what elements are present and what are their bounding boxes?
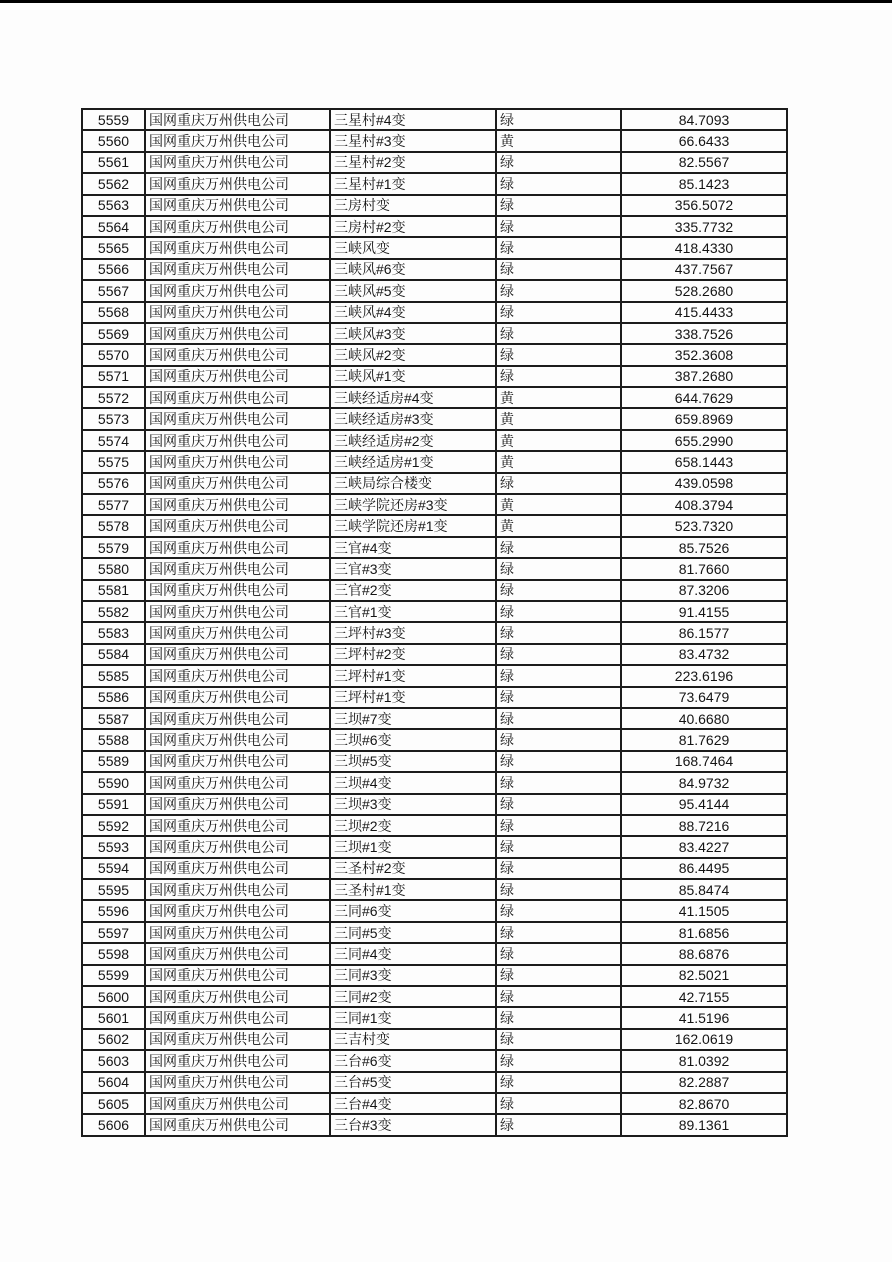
cell-row-id: 5583 bbox=[82, 622, 145, 643]
cell-status-color: 绿 bbox=[496, 1093, 621, 1114]
cell-row-id: 5581 bbox=[82, 580, 145, 601]
cell-status-color: 绿 bbox=[496, 173, 621, 194]
cell-company-name: 国网重庆万州供电公司 bbox=[145, 366, 330, 387]
cell-station-name: 三坝#7变 bbox=[330, 708, 496, 729]
cell-station-name: 三峡学院还房#3变 bbox=[330, 494, 496, 515]
cell-row-id: 5579 bbox=[82, 537, 145, 558]
cell-row-id: 5580 bbox=[82, 558, 145, 579]
cell-station-name: 三台#6变 bbox=[330, 1050, 496, 1071]
cell-company-name: 国网重庆万州供电公司 bbox=[145, 302, 330, 323]
cell-row-id: 5572 bbox=[82, 387, 145, 408]
cell-numeric-value: 81.7629 bbox=[621, 729, 787, 750]
table-row bbox=[82, 1093, 787, 1114]
table-row bbox=[82, 237, 787, 258]
cell-station-name: 三星村#3变 bbox=[330, 130, 496, 151]
cell-company-name: 国网重庆万州供电公司 bbox=[145, 858, 330, 879]
cell-station-name: 三圣村#2变 bbox=[330, 858, 496, 879]
cell-status-color: 黄 bbox=[496, 430, 621, 451]
cell-numeric-value: 95.4144 bbox=[621, 794, 787, 815]
cell-station-name: 三峡风#6变 bbox=[330, 259, 496, 280]
cell-station-name: 三峡经适房#2变 bbox=[330, 430, 496, 451]
cell-status-color: 绿 bbox=[496, 580, 621, 601]
cell-status-color: 绿 bbox=[496, 558, 621, 579]
cell-company-name: 国网重庆万州供电公司 bbox=[145, 1093, 330, 1114]
cell-row-id: 5568 bbox=[82, 302, 145, 323]
cell-station-name: 三峡风变 bbox=[330, 237, 496, 258]
cell-status-color: 绿 bbox=[496, 943, 621, 964]
table-row bbox=[82, 344, 787, 365]
table-row bbox=[82, 494, 787, 515]
cell-row-id: 5559 bbox=[82, 109, 145, 130]
cell-station-name: 三峡学院还房#1变 bbox=[330, 515, 496, 536]
cell-company-name: 国网重庆万州供电公司 bbox=[145, 130, 330, 151]
table-row bbox=[82, 943, 787, 964]
table-row bbox=[82, 687, 787, 708]
cell-row-id: 5594 bbox=[82, 858, 145, 879]
table-row bbox=[82, 195, 787, 216]
table-row bbox=[82, 708, 787, 729]
cell-company-name: 国网重庆万州供电公司 bbox=[145, 687, 330, 708]
cell-numeric-value: 84.9732 bbox=[621, 772, 787, 793]
cell-numeric-value: 41.5196 bbox=[621, 1007, 787, 1028]
cell-status-color: 绿 bbox=[496, 729, 621, 750]
table-row bbox=[82, 302, 787, 323]
cell-company-name: 国网重庆万州供电公司 bbox=[145, 665, 330, 686]
cell-numeric-value: 91.4155 bbox=[621, 601, 787, 622]
cell-numeric-value: 87.3206 bbox=[621, 580, 787, 601]
substation-data-table bbox=[81, 108, 788, 1137]
cell-row-id: 5588 bbox=[82, 729, 145, 750]
cell-station-name: 三峡经适房#3变 bbox=[330, 408, 496, 429]
cell-numeric-value: 81.6856 bbox=[621, 922, 787, 943]
cell-station-name: 三同#1变 bbox=[330, 1007, 496, 1028]
cell-status-color: 黄 bbox=[496, 130, 621, 151]
cell-status-color: 绿 bbox=[496, 366, 621, 387]
table-row bbox=[82, 537, 787, 558]
cell-numeric-value: 42.7155 bbox=[621, 986, 787, 1007]
cell-company-name: 国网重庆万州供电公司 bbox=[145, 387, 330, 408]
cell-company-name: 国网重庆万州供电公司 bbox=[145, 1029, 330, 1050]
cell-station-name: 三台#3变 bbox=[330, 1114, 496, 1136]
cell-numeric-value: 83.4732 bbox=[621, 644, 787, 665]
cell-row-id: 5573 bbox=[82, 408, 145, 429]
cell-status-color: 绿 bbox=[496, 323, 621, 344]
table-row bbox=[82, 601, 787, 622]
cell-numeric-value: 162.0619 bbox=[621, 1029, 787, 1050]
cell-status-color: 绿 bbox=[496, 965, 621, 986]
table-row bbox=[82, 259, 787, 280]
cell-station-name: 三坪村#2变 bbox=[330, 644, 496, 665]
table-row bbox=[82, 836, 787, 857]
cell-station-name: 三坝#6变 bbox=[330, 729, 496, 750]
cell-station-name: 三坪村#3变 bbox=[330, 622, 496, 643]
table-row bbox=[82, 879, 787, 900]
cell-status-color: 绿 bbox=[496, 900, 621, 921]
table-row bbox=[82, 408, 787, 429]
cell-company-name: 国网重庆万州供电公司 bbox=[145, 580, 330, 601]
cell-numeric-value: 86.1577 bbox=[621, 622, 787, 643]
cell-row-id: 5589 bbox=[82, 751, 145, 772]
table-row bbox=[82, 130, 787, 151]
cell-row-id: 5604 bbox=[82, 1072, 145, 1093]
cell-numeric-value: 82.5567 bbox=[621, 152, 787, 173]
cell-station-name: 三星村#2变 bbox=[330, 152, 496, 173]
cell-company-name: 国网重庆万州供电公司 bbox=[145, 794, 330, 815]
cell-status-color: 绿 bbox=[496, 622, 621, 643]
cell-numeric-value: 81.7660 bbox=[621, 558, 787, 579]
cell-company-name: 国网重庆万州供电公司 bbox=[145, 1007, 330, 1028]
cell-company-name: 国网重庆万州供电公司 bbox=[145, 943, 330, 964]
cell-station-name: 三峡风#5变 bbox=[330, 280, 496, 301]
cell-station-name: 三圣村#1变 bbox=[330, 879, 496, 900]
cell-company-name: 国网重庆万州供电公司 bbox=[145, 772, 330, 793]
cell-row-id: 5601 bbox=[82, 1007, 145, 1028]
cell-status-color: 绿 bbox=[496, 1007, 621, 1028]
cell-company-name: 国网重庆万州供电公司 bbox=[145, 109, 330, 130]
cell-numeric-value: 528.2680 bbox=[621, 280, 787, 301]
cell-row-id: 5578 bbox=[82, 515, 145, 536]
cell-status-color: 绿 bbox=[496, 836, 621, 857]
table-row bbox=[82, 473, 787, 494]
cell-station-name: 三官#3变 bbox=[330, 558, 496, 579]
cell-status-color: 绿 bbox=[496, 687, 621, 708]
table-row bbox=[82, 665, 787, 686]
cell-company-name: 国网重庆万州供电公司 bbox=[145, 280, 330, 301]
cell-status-color: 绿 bbox=[496, 772, 621, 793]
cell-numeric-value: 439.0598 bbox=[621, 473, 787, 494]
table-row bbox=[82, 173, 787, 194]
cell-company-name: 国网重庆万州供电公司 bbox=[145, 558, 330, 579]
cell-row-id: 5571 bbox=[82, 366, 145, 387]
cell-station-name: 三峡风#4变 bbox=[330, 302, 496, 323]
table-row bbox=[82, 815, 787, 836]
cell-row-id: 5597 bbox=[82, 922, 145, 943]
cell-company-name: 国网重庆万州供电公司 bbox=[145, 1050, 330, 1071]
cell-company-name: 国网重庆万州供电公司 bbox=[145, 323, 330, 344]
cell-status-color: 绿 bbox=[496, 858, 621, 879]
cell-row-id: 5576 bbox=[82, 473, 145, 494]
cell-company-name: 国网重庆万州供电公司 bbox=[145, 644, 330, 665]
cell-row-id: 5591 bbox=[82, 794, 145, 815]
cell-station-name: 三坝#3变 bbox=[330, 794, 496, 815]
table-row bbox=[82, 1007, 787, 1028]
cell-row-id: 5560 bbox=[82, 130, 145, 151]
cell-station-name: 三官#2变 bbox=[330, 580, 496, 601]
cell-numeric-value: 85.1423 bbox=[621, 173, 787, 194]
scan-edge-artifact bbox=[0, 0, 892, 3]
cell-numeric-value: 66.6433 bbox=[621, 130, 787, 151]
cell-row-id: 5565 bbox=[82, 237, 145, 258]
cell-station-name: 三官#1变 bbox=[330, 601, 496, 622]
cell-status-color: 绿 bbox=[496, 537, 621, 558]
table-row bbox=[82, 558, 787, 579]
cell-company-name: 国网重庆万州供电公司 bbox=[145, 408, 330, 429]
cell-numeric-value: 356.5072 bbox=[621, 195, 787, 216]
cell-company-name: 国网重庆万州供电公司 bbox=[145, 259, 330, 280]
cell-numeric-value: 659.8969 bbox=[621, 408, 787, 429]
table-row bbox=[82, 1029, 787, 1050]
cell-numeric-value: 73.6479 bbox=[621, 687, 787, 708]
cell-row-id: 5561 bbox=[82, 152, 145, 173]
cell-row-id: 5586 bbox=[82, 687, 145, 708]
cell-station-name: 三坪村#1变 bbox=[330, 665, 496, 686]
cell-numeric-value: 85.8474 bbox=[621, 879, 787, 900]
cell-row-id: 5592 bbox=[82, 815, 145, 836]
cell-status-color: 绿 bbox=[496, 344, 621, 365]
cell-numeric-value: 338.7526 bbox=[621, 323, 787, 344]
cell-status-color: 黄 bbox=[496, 451, 621, 472]
cell-station-name: 三同#6变 bbox=[330, 900, 496, 921]
cell-station-name: 三峡风#3变 bbox=[330, 323, 496, 344]
cell-company-name: 国网重庆万州供电公司 bbox=[145, 900, 330, 921]
cell-station-name: 三吉村变 bbox=[330, 1029, 496, 1050]
cell-company-name: 国网重庆万州供电公司 bbox=[145, 708, 330, 729]
cell-station-name: 三同#3变 bbox=[330, 965, 496, 986]
table-row bbox=[82, 751, 787, 772]
table-row bbox=[82, 986, 787, 1007]
cell-station-name: 三峡风#1变 bbox=[330, 366, 496, 387]
table-row bbox=[82, 430, 787, 451]
cell-station-name: 三峡经适房#1变 bbox=[330, 451, 496, 472]
cell-company-name: 国网重庆万州供电公司 bbox=[145, 344, 330, 365]
cell-numeric-value: 88.6876 bbox=[621, 943, 787, 964]
cell-row-id: 5590 bbox=[82, 772, 145, 793]
cell-row-id: 5600 bbox=[82, 986, 145, 1007]
cell-row-id: 5566 bbox=[82, 259, 145, 280]
cell-company-name: 国网重庆万州供电公司 bbox=[145, 237, 330, 258]
cell-numeric-value: 335.7732 bbox=[621, 216, 787, 237]
cell-station-name: 三台#4变 bbox=[330, 1093, 496, 1114]
cell-row-id: 5577 bbox=[82, 494, 145, 515]
table-row bbox=[82, 515, 787, 536]
cell-status-color: 黄 bbox=[496, 515, 621, 536]
cell-row-id: 5563 bbox=[82, 195, 145, 216]
cell-company-name: 国网重庆万州供电公司 bbox=[145, 515, 330, 536]
cell-numeric-value: 85.7526 bbox=[621, 537, 787, 558]
table-row bbox=[82, 622, 787, 643]
cell-station-name: 三峡局综合楼变 bbox=[330, 473, 496, 494]
cell-numeric-value: 352.3608 bbox=[621, 344, 787, 365]
cell-company-name: 国网重庆万州供电公司 bbox=[145, 815, 330, 836]
cell-company-name: 国网重庆万州供电公司 bbox=[145, 751, 330, 772]
cell-station-name: 三房村变 bbox=[330, 195, 496, 216]
table-row bbox=[82, 152, 787, 173]
cell-numeric-value: 658.1443 bbox=[621, 451, 787, 472]
cell-station-name: 三峡经适房#4变 bbox=[330, 387, 496, 408]
cell-company-name: 国网重庆万州供电公司 bbox=[145, 622, 330, 643]
cell-station-name: 三坝#4变 bbox=[330, 772, 496, 793]
cell-status-color: 绿 bbox=[496, 708, 621, 729]
cell-numeric-value: 84.7093 bbox=[621, 109, 787, 130]
cell-row-id: 5598 bbox=[82, 943, 145, 964]
cell-status-color: 绿 bbox=[496, 986, 621, 1007]
cell-company-name: 国网重庆万州供电公司 bbox=[145, 1072, 330, 1093]
cell-station-name: 三台#5变 bbox=[330, 1072, 496, 1093]
table-row bbox=[82, 580, 787, 601]
table-row bbox=[82, 729, 787, 750]
cell-station-name: 三星村#1变 bbox=[330, 173, 496, 194]
cell-station-name: 三房村#2变 bbox=[330, 216, 496, 237]
cell-numeric-value: 655.2990 bbox=[621, 430, 787, 451]
cell-row-id: 5582 bbox=[82, 601, 145, 622]
cell-numeric-value: 523.7320 bbox=[621, 515, 787, 536]
cell-station-name: 三坪村#1变 bbox=[330, 687, 496, 708]
table-row bbox=[82, 644, 787, 665]
cell-status-color: 绿 bbox=[496, 237, 621, 258]
cell-numeric-value: 418.4330 bbox=[621, 237, 787, 258]
cell-status-color: 绿 bbox=[496, 473, 621, 494]
cell-row-id: 5570 bbox=[82, 344, 145, 365]
table-row bbox=[82, 1050, 787, 1071]
cell-status-color: 绿 bbox=[496, 216, 621, 237]
cell-company-name: 国网重庆万州供电公司 bbox=[145, 152, 330, 173]
cell-status-color: 绿 bbox=[496, 302, 621, 323]
cell-numeric-value: 415.4433 bbox=[621, 302, 787, 323]
cell-row-id: 5599 bbox=[82, 965, 145, 986]
table-row bbox=[82, 109, 787, 130]
cell-numeric-value: 81.0392 bbox=[621, 1050, 787, 1071]
cell-status-color: 绿 bbox=[496, 879, 621, 900]
cell-numeric-value: 41.1505 bbox=[621, 900, 787, 921]
cell-station-name: 三峡风#2变 bbox=[330, 344, 496, 365]
cell-status-color: 绿 bbox=[496, 280, 621, 301]
cell-station-name: 三星村#4变 bbox=[330, 109, 496, 130]
cell-row-id: 5595 bbox=[82, 879, 145, 900]
cell-status-color: 绿 bbox=[496, 195, 621, 216]
cell-company-name: 国网重庆万州供电公司 bbox=[145, 494, 330, 515]
cell-company-name: 国网重庆万州供电公司 bbox=[145, 173, 330, 194]
table-row bbox=[82, 451, 787, 472]
cell-numeric-value: 437.7567 bbox=[621, 259, 787, 280]
cell-company-name: 国网重庆万州供电公司 bbox=[145, 922, 330, 943]
table-row bbox=[82, 772, 787, 793]
cell-numeric-value: 82.8670 bbox=[621, 1093, 787, 1114]
cell-numeric-value: 408.3794 bbox=[621, 494, 787, 515]
cell-status-color: 绿 bbox=[496, 751, 621, 772]
cell-company-name: 国网重庆万州供电公司 bbox=[145, 601, 330, 622]
cell-status-color: 绿 bbox=[496, 1029, 621, 1050]
cell-row-id: 5569 bbox=[82, 323, 145, 344]
cell-company-name: 国网重庆万州供电公司 bbox=[145, 195, 330, 216]
cell-status-color: 黄 bbox=[496, 408, 621, 429]
table-row bbox=[82, 858, 787, 879]
cell-numeric-value: 83.4227 bbox=[621, 836, 787, 857]
cell-company-name: 国网重庆万州供电公司 bbox=[145, 473, 330, 494]
table-row bbox=[82, 216, 787, 237]
cell-row-id: 5567 bbox=[82, 280, 145, 301]
cell-row-id: 5574 bbox=[82, 430, 145, 451]
cell-company-name: 国网重庆万州供电公司 bbox=[145, 965, 330, 986]
cell-status-color: 绿 bbox=[496, 1114, 621, 1136]
table-row bbox=[82, 323, 787, 344]
table-row bbox=[82, 280, 787, 301]
cell-status-color: 绿 bbox=[496, 1072, 621, 1093]
cell-row-id: 5562 bbox=[82, 173, 145, 194]
cell-station-name: 三坝#1变 bbox=[330, 836, 496, 857]
cell-status-color: 绿 bbox=[496, 922, 621, 943]
cell-company-name: 国网重庆万州供电公司 bbox=[145, 729, 330, 750]
table-row bbox=[82, 1114, 787, 1136]
cell-row-id: 5587 bbox=[82, 708, 145, 729]
cell-status-color: 绿 bbox=[496, 665, 621, 686]
cell-status-color: 绿 bbox=[496, 601, 621, 622]
cell-status-color: 黄 bbox=[496, 494, 621, 515]
cell-row-id: 5593 bbox=[82, 836, 145, 857]
cell-row-id: 5596 bbox=[82, 900, 145, 921]
table-row bbox=[82, 900, 787, 921]
cell-row-id: 5603 bbox=[82, 1050, 145, 1071]
cell-numeric-value: 223.6196 bbox=[621, 665, 787, 686]
cell-station-name: 三坝#5变 bbox=[330, 751, 496, 772]
cell-status-color: 绿 bbox=[496, 152, 621, 173]
cell-status-color: 绿 bbox=[496, 1050, 621, 1071]
cell-station-name: 三官#4变 bbox=[330, 537, 496, 558]
table-row bbox=[82, 1072, 787, 1093]
cell-station-name: 三同#4变 bbox=[330, 943, 496, 964]
cell-row-id: 5575 bbox=[82, 451, 145, 472]
table-row bbox=[82, 922, 787, 943]
cell-company-name: 国网重庆万州供电公司 bbox=[145, 216, 330, 237]
cell-company-name: 国网重庆万州供电公司 bbox=[145, 451, 330, 472]
cell-company-name: 国网重庆万州供电公司 bbox=[145, 986, 330, 1007]
cell-station-name: 三坝#2变 bbox=[330, 815, 496, 836]
cell-status-color: 绿 bbox=[496, 815, 621, 836]
cell-numeric-value: 88.7216 bbox=[621, 815, 787, 836]
cell-status-color: 绿 bbox=[496, 794, 621, 815]
cell-status-color: 绿 bbox=[496, 644, 621, 665]
table-row bbox=[82, 965, 787, 986]
cell-status-color: 绿 bbox=[496, 259, 621, 280]
table-row bbox=[82, 366, 787, 387]
cell-numeric-value: 82.2887 bbox=[621, 1072, 787, 1093]
cell-company-name: 国网重庆万州供电公司 bbox=[145, 879, 330, 900]
table-row bbox=[82, 794, 787, 815]
cell-numeric-value: 40.6680 bbox=[621, 708, 787, 729]
cell-numeric-value: 168.7464 bbox=[621, 751, 787, 772]
cell-station-name: 三同#2变 bbox=[330, 986, 496, 1007]
cell-row-id: 5602 bbox=[82, 1029, 145, 1050]
cell-company-name: 国网重庆万州供电公司 bbox=[145, 430, 330, 451]
cell-row-id: 5584 bbox=[82, 644, 145, 665]
cell-company-name: 国网重庆万州供电公司 bbox=[145, 537, 330, 558]
cell-company-name: 国网重庆万州供电公司 bbox=[145, 1114, 330, 1136]
table-body bbox=[82, 109, 787, 1136]
cell-numeric-value: 82.5021 bbox=[621, 965, 787, 986]
cell-row-id: 5605 bbox=[82, 1093, 145, 1114]
cell-company-name: 国网重庆万州供电公司 bbox=[145, 836, 330, 857]
cell-row-id: 5585 bbox=[82, 665, 145, 686]
cell-numeric-value: 89.1361 bbox=[621, 1114, 787, 1136]
cell-status-color: 黄 bbox=[496, 387, 621, 408]
cell-row-id: 5564 bbox=[82, 216, 145, 237]
cell-numeric-value: 86.4495 bbox=[621, 858, 787, 879]
cell-numeric-value: 644.7629 bbox=[621, 387, 787, 408]
cell-status-color: 绿 bbox=[496, 109, 621, 130]
cell-row-id: 5606 bbox=[82, 1114, 145, 1136]
cell-numeric-value: 387.2680 bbox=[621, 366, 787, 387]
table-row bbox=[82, 387, 787, 408]
cell-station-name: 三同#5变 bbox=[330, 922, 496, 943]
